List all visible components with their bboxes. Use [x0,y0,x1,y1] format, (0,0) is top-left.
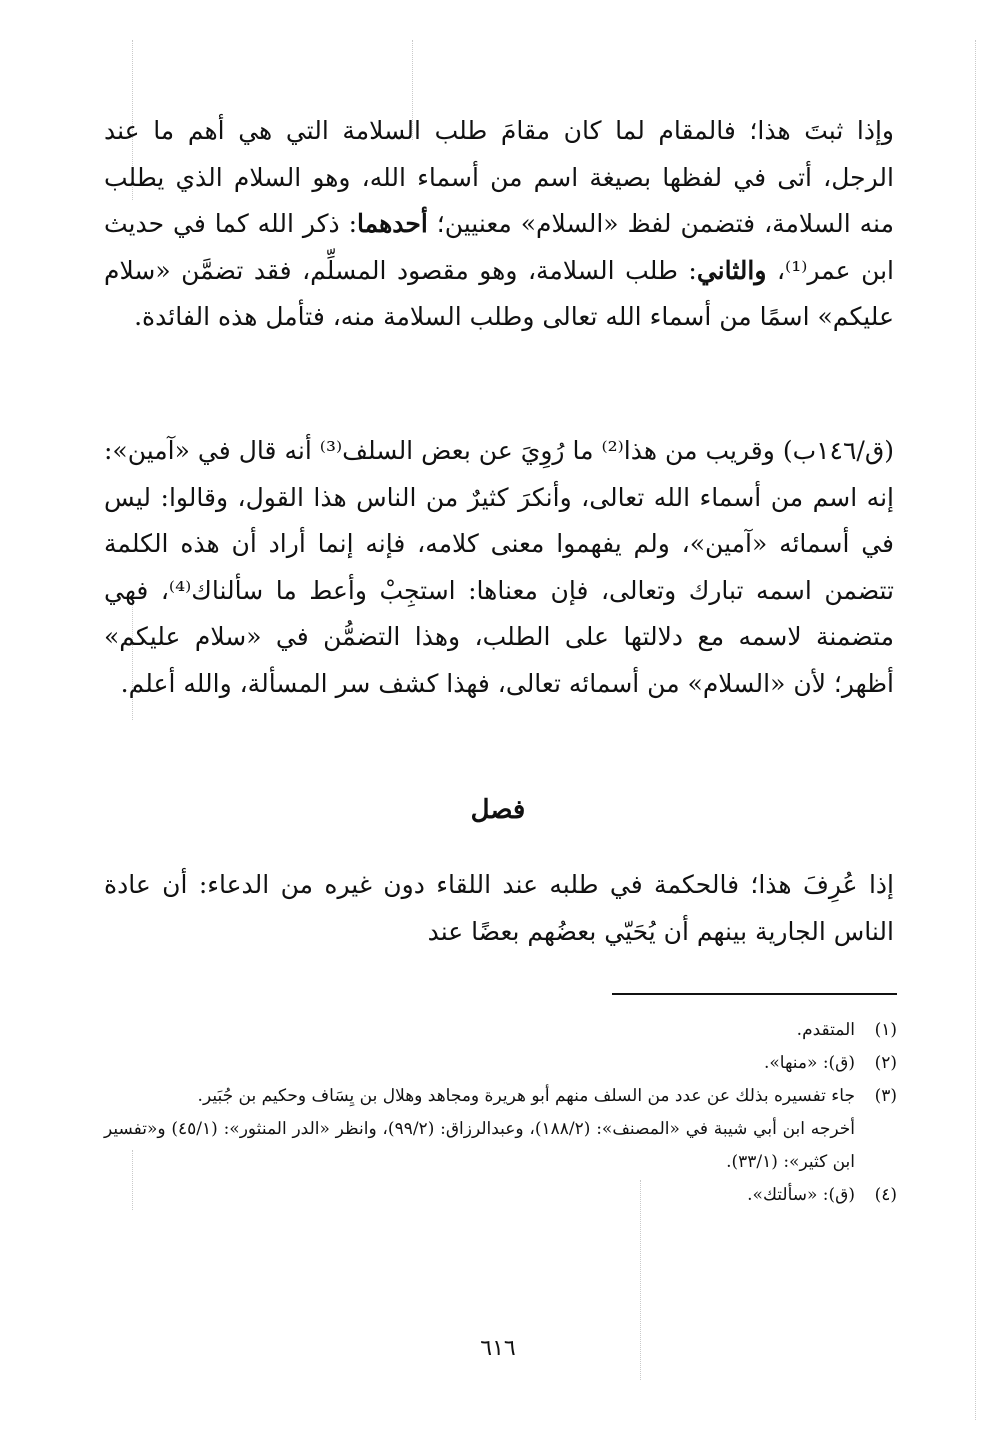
footnote-number: (٣) [874,1086,897,1106]
footnote-3 [104,1080,897,1113]
footnote-text: جاء تفسيره بذلك عن عدد من السلف منهم أبو هريرة ومجاهد وهلال بن يِسَاف وحكيم بن جُبَير. [197,1086,855,1106]
paragraph-1-bold-b: والثاني [696,255,767,285]
footnote-2 [104,1047,897,1080]
footnotes [104,1014,897,1212]
paragraph-1-text-a: وإذا ثبتَ هذا؛ فالمقام لما كان مقامَ طلب السلامة التي هي أهم ما عند الرجل، أتى في لفظها بصيغة اسم من أسماء الله، وهو السلام الذي يطلب منه السلامة، فتضمن لفظ «السلام» معنيين؛ [104,116,894,238]
paragraph-1-text-b: : ذكر الله كما في حديث ابن عمر⁽¹⁾، [104,209,894,285]
footnote-separator [612,993,897,995]
scan-guide-line [975,40,976,1420]
paragraph-2 [104,428,894,707]
footnote-number: (٤) [874,1185,897,1205]
footnote-4 [104,1179,897,1212]
paragraph-2-text: (ق/١٤٦ب) وقريب من هذا⁽²⁾ ما رُوِيَ عن بعض السلف⁽³⁾ أنه قال في «آمين»: إنه اسم من أسماء الله تعالى، وأنكرَ كثيرٌ من الناس هذا القول، وقالوا: ليس في أسمائه «آمين»، ولم يفهموا معنى كلامه، فإنه إنما أراد أن هذه الكلمة تتضمن اسمه تبارك وتعالى، فإن معناها: استجِبْ وأعط ما سألناك⁽⁴⁾، فهي متضمنة لاسمه مع دلالتها على الطلب، وهذا التضمُّن في «سلام عليكم» أظهر؛ لأن «السلام» من أسمائه تعالى، فهذا كشف سر المسألة، والله أعلم. [104,436,894,698]
footnote-number: (٢) [874,1053,897,1073]
footnote-3-continuation: أخرجه ابن أبي شيبة في «المصنف»: (١٨٨/٢)، وعبدالرزاق: (٩٩/٢)، وانظر «الدر المنثور»: (٤٥/١) و«تفسير ابن كثير»: (٣٣/١). [104,1119,855,1172]
paragraph-1-bold-a: أحدهما [357,209,428,238]
footnote-number: (١) [874,1020,897,1040]
paragraph-1-text-c: : طلب السلامة، وهو مقصود المسلِّم، فقد تضمَّن «سلام عليكم» اسمًا من أسماء الله تعالى وطلب السلامة منه، فتأمل هذه الفائدة. [104,255,894,331]
paragraph-3-text: إذا عُرِفَ هذا؛ فالحكمة في طلبه عند اللقاء دون غيره من الدعاء: أن عادة الناس الجارية بينهم أن يُحَيّي بعضُهم بعضًا عند [104,870,894,946]
page-number: ٦١٦ [480,1336,516,1361]
section-heading: فصل [470,795,526,825]
footnote-text: المتقدم. [796,1020,855,1040]
paragraph-3 [104,862,894,955]
footnote-text: (ق): «منها». [763,1053,855,1073]
footnote-text: (ق): «سألتك». [747,1185,855,1205]
footnote-1 [104,1014,897,1047]
paragraph-1 [104,108,894,341]
